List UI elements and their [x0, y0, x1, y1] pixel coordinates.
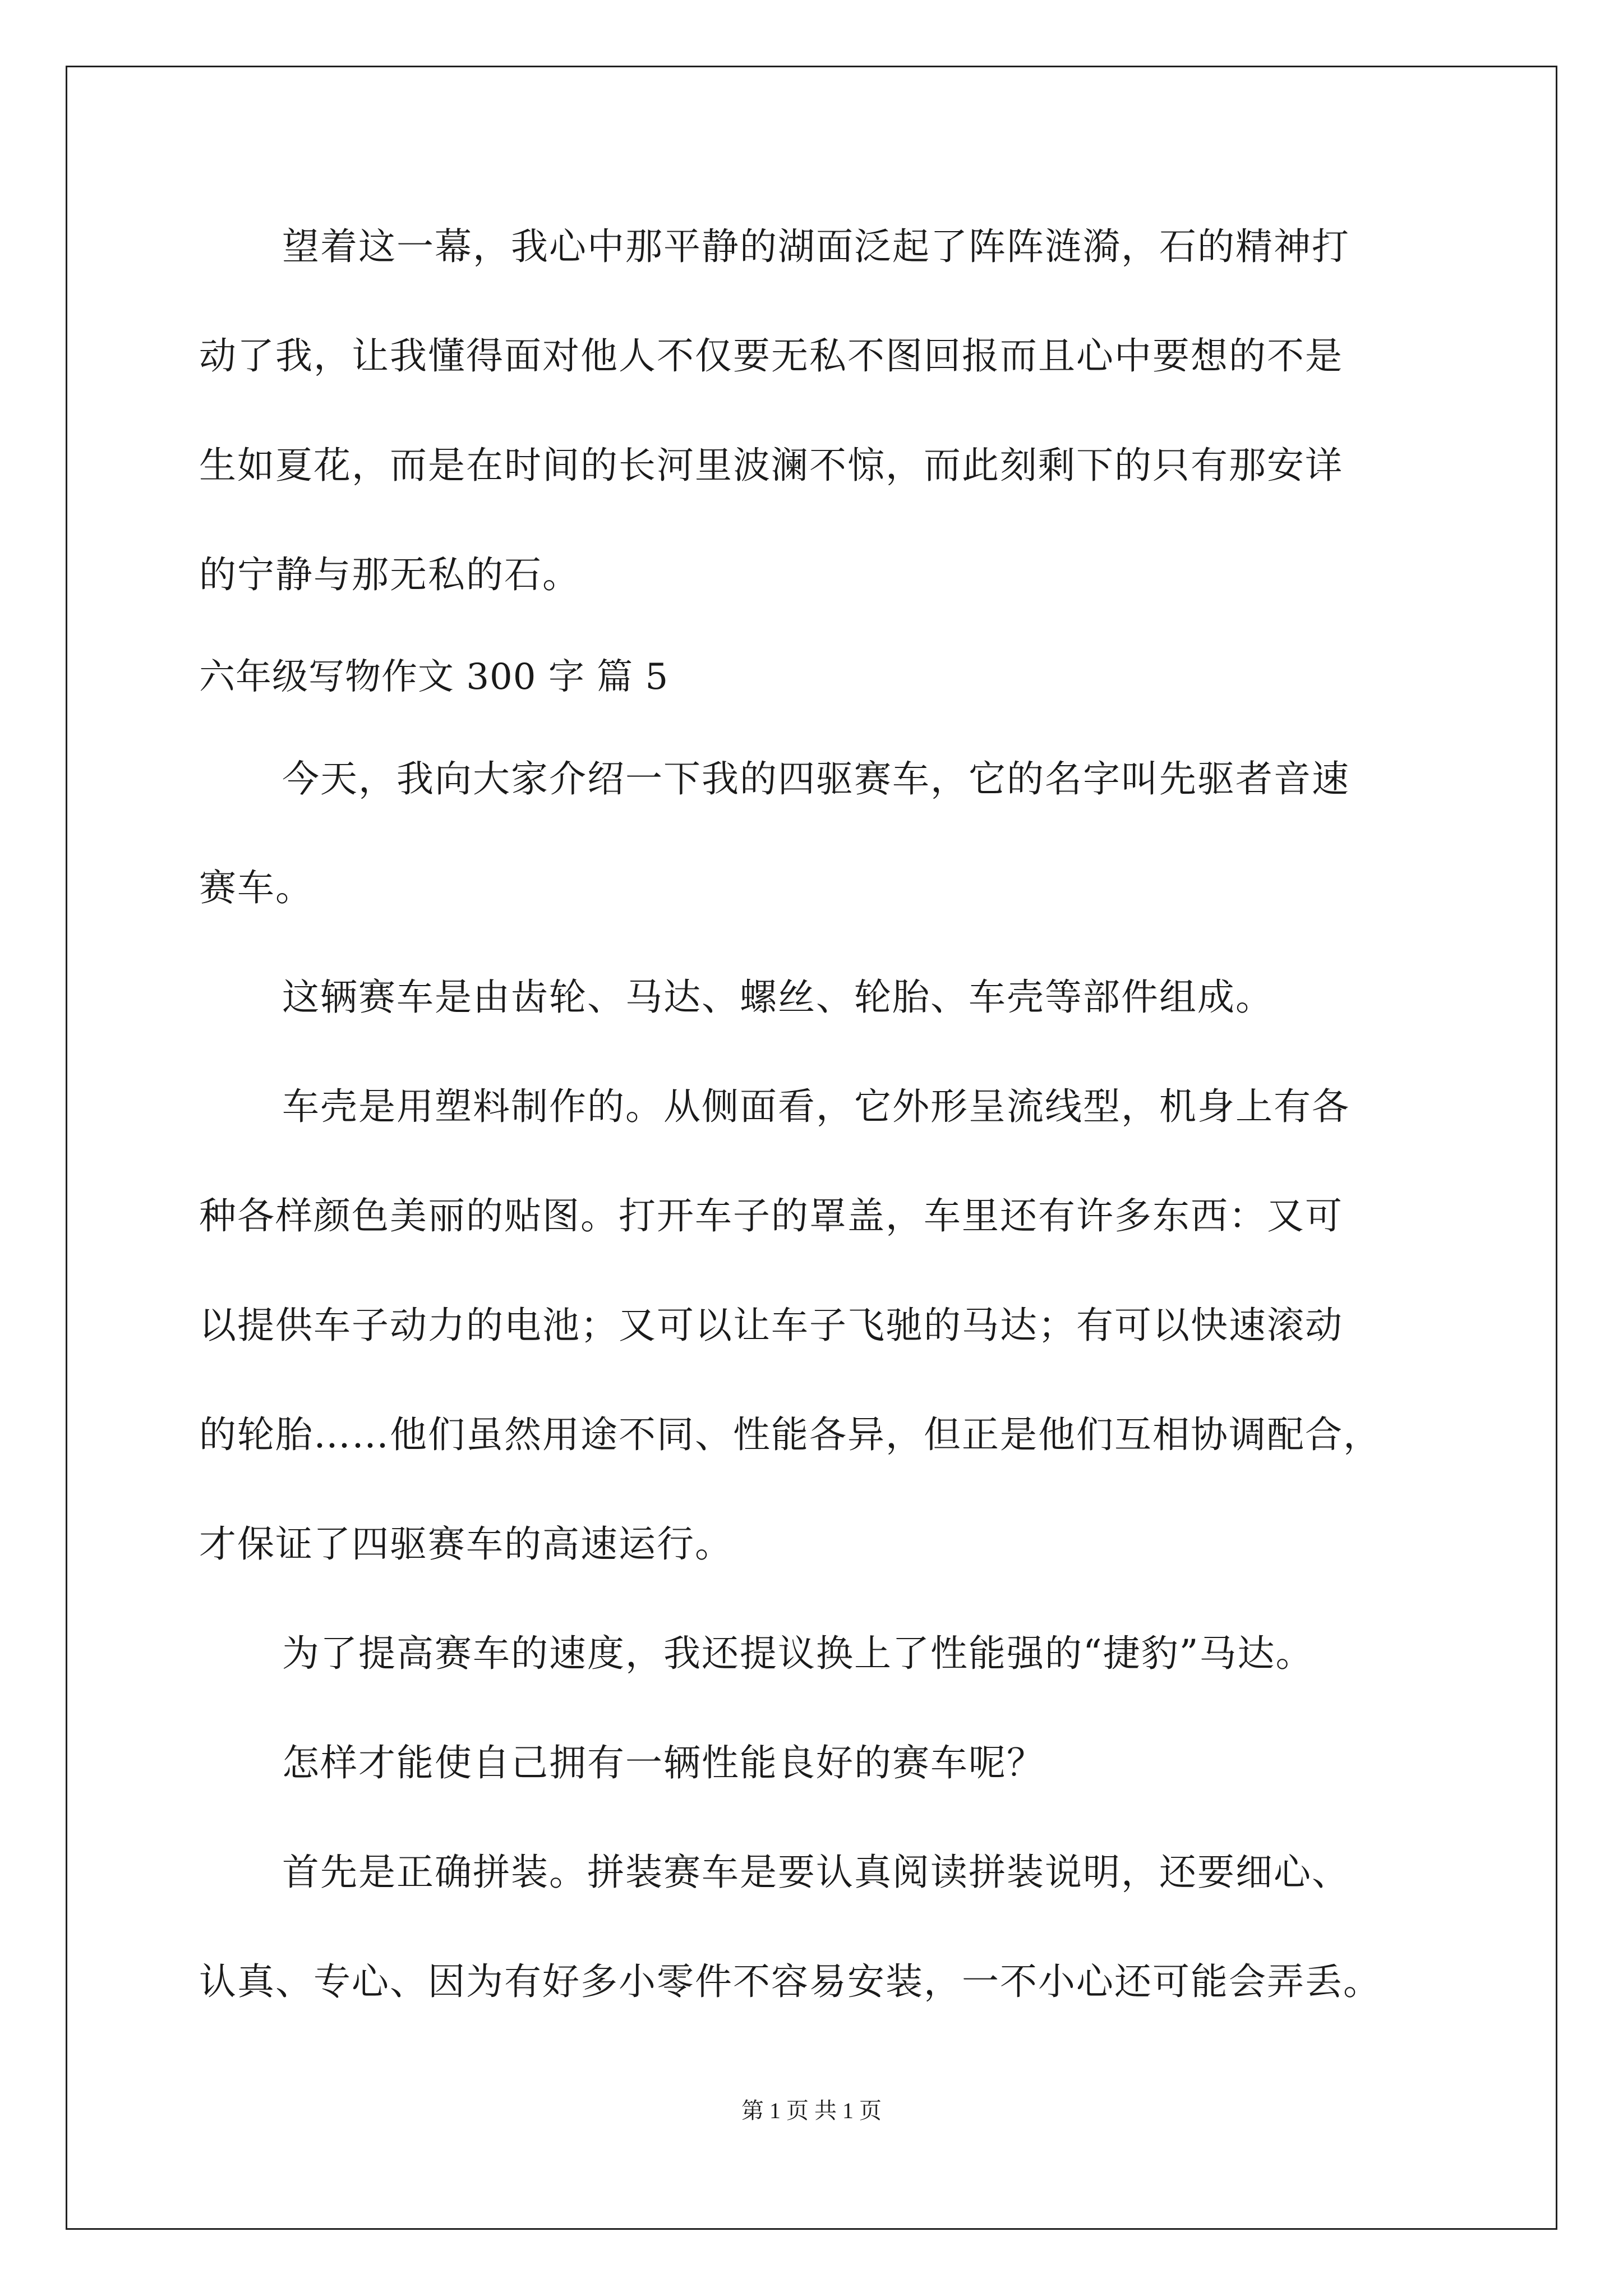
text-line: 怎样才能使自己拥有一辆性能良好的赛车呢？ — [282, 1741, 1045, 1784]
text-line: 今天，我向大家介绍一下我的四驱赛车，它的名字叫先驱者音速 — [282, 757, 1350, 800]
text-line: 为了提高赛车的速度，我还提议换上了性能强的“捷豹”马达。 — [282, 1632, 1314, 1675]
text-line: 这辆赛车是由齿轮、马达、螺丝、轮胎、车壳等部件组成。 — [282, 976, 1274, 1019]
text-line: 车壳是用塑料制作的。从侧面看，它外形呈流线型，机身上有各 — [282, 1085, 1350, 1128]
text-line: 生如夏花，而是在时间的长河里波澜不惊，而此刻剩下的只有那安详 — [199, 444, 1343, 487]
text-line: 动了我，让我懂得面对他人不仅要无私不图回报而且心中要想的不是 — [199, 334, 1343, 378]
text-line: 认真、专心、因为有好多小零件不容易安装，一不小心还可能会弄丢。 — [199, 1960, 1381, 2003]
text-line: 种各样颜色美丽的贴图。打开车子的罩盖，车里还有许多东西：又可 — [199, 1194, 1343, 1237]
text-line: 首先是正确拼装。拼装赛车是要认真阅读拼装说明，还要细心、 — [282, 1851, 1350, 1894]
text-line: 的轮胎……他们虽然用途不同、性能各异，但正是他们互相协调配合， — [199, 1413, 1381, 1456]
section-heading: 六年级写物作文 300 字 篇 5 — [199, 656, 669, 698]
text-line: 的宁静与那无私的石。 — [199, 553, 580, 596]
page-footer: 第 1 页 共 1 页 — [741, 2098, 882, 2123]
text-line: 才保证了四驱赛车的高速运行。 — [199, 1522, 733, 1566]
text-line: 赛车。 — [199, 866, 313, 909]
text-line: 以提供车子动力的电池；又可以让车子飞驰的马达；有可以快速滚动 — [199, 1304, 1343, 1347]
text-line: 望着这一幕，我心中那平静的湖面泛起了阵阵涟漪，石的精神打 — [282, 225, 1350, 268]
page-border — [66, 66, 1557, 2230]
